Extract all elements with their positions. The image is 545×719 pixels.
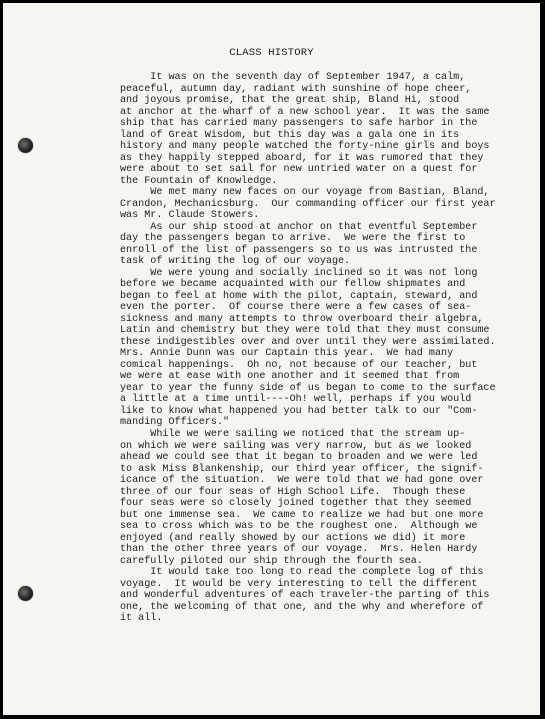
text-line: began to feel at home with the pilot, captain, steward, and <box>120 290 478 302</box>
text-line: and joyous promise, that the great ship, Bland Hi, stood <box>120 95 460 107</box>
text-line: We were young and socially inclined so it was not long <box>120 267 478 279</box>
text-line: like to know what happened you had better talk to our "Com- <box>120 405 478 417</box>
text-line: one, the welcoming of that one, and the why and wherefore of <box>120 601 484 613</box>
text-line: peaceful, autumn day, radiant with sunshine of hope cheer, <box>120 83 472 95</box>
text-line: but one immense sea. We came to realize we had but one more <box>120 509 484 521</box>
text-line: Latin and chemistry but they were told that they must consume <box>120 325 490 337</box>
text-line: year to year the funny side of us began to come to the surface <box>120 382 496 394</box>
text-line: as they happily stepped aboard, for it was rumored that they <box>120 152 484 164</box>
text-line: task of writing the log of our voyage. <box>120 256 351 268</box>
page-title: CLASS HISTORY <box>229 47 314 59</box>
document-page <box>3 3 540 715</box>
text-line: history and many people watched the forty-nine girls and boys <box>120 141 490 153</box>
text-line: and wonderful adventures of each traveler-the parting of this <box>120 590 490 602</box>
text-line: even the porter. Of course there were a few cases of sea- <box>120 302 472 314</box>
text-line: these indigestibles over and over until they were assimilated. <box>120 336 496 348</box>
punch-hole-top <box>18 138 33 153</box>
text-line: we were at ease with one another and it seemed that from <box>120 371 460 383</box>
text-line: sea to cross which was to be the roughest one. Although we <box>120 521 478 533</box>
text-line: carefully piloted our ship through the fourth sea. <box>120 555 423 567</box>
text-line: Crandon, Mechanicsburg. Our commanding officer our first year <box>120 198 496 210</box>
text-line: enroll of the list of passengers so to us was intrusted the <box>120 244 478 256</box>
text-line: comical happenings. Oh no, not because of our teacher, but <box>120 359 478 371</box>
text-line: were about to set sail for new untried water on a quest for <box>120 164 478 176</box>
text-line: voyage. It would be very interesting to tell the different <box>120 578 478 590</box>
text-line: manding Officers." <box>120 417 230 429</box>
text-line: day the passengers began to arrive. We were the first to <box>120 233 466 245</box>
text-line: ahead we could see that it began to broaden and we were led <box>120 452 478 464</box>
text-line: three of our four seas of High School Life. Though these <box>120 486 466 498</box>
text-line: It was on the seventh day of September 1947, a calm, <box>120 72 466 83</box>
document-body <box>120 72 496 625</box>
text-line: sickness and many attempts to throw overboard their algebra, <box>120 313 484 325</box>
text-line: the Fountain of Knowledge. <box>120 175 278 187</box>
text-line: While we were sailing we noticed that the stream up- <box>120 428 466 440</box>
text-line: four seas were so closely joined together that they seemed <box>120 498 472 510</box>
text-line: it all. <box>120 613 163 625</box>
text-line: As our ship stood at anchor on that eventful September <box>120 221 478 233</box>
text-line: a little at a time until----Oh! well, perhaps if you would <box>120 394 472 406</box>
text-line: at anchor at the wharf of a new school year. It was the same <box>120 106 490 118</box>
text-line: on which we were sailing was very narrow, but as we looked <box>120 440 472 452</box>
text-line: enjoyed (and really showed by our actions we did) it more <box>120 532 466 544</box>
text-line: before we became acquainted with our fellow shipmates and <box>120 279 466 291</box>
punch-hole-bottom <box>18 586 33 601</box>
text-line: ship that has carried many passengers to safe harbor in the <box>120 118 478 130</box>
text-line: It would take too long to read the complete log of this <box>120 567 484 579</box>
text-line: land of Great Wisdom, but this day was a gala one in its <box>120 129 460 141</box>
text-line: was Mr. Claude Stowers. <box>120 210 260 222</box>
text-line: icance of the situation. We were told that we had gone over <box>120 475 484 487</box>
text-line: We met many new faces on our voyage from Bastian, Bland, <box>120 187 490 199</box>
text-line: than the other three years of our voyage. Mrs. Helen Hardy <box>120 544 478 556</box>
text-line: Mrs. Annie Dunn was our Captain this year. We had many <box>120 348 454 360</box>
text-line: to ask Miss Blankenship, our third year officer, the signif- <box>120 463 484 475</box>
